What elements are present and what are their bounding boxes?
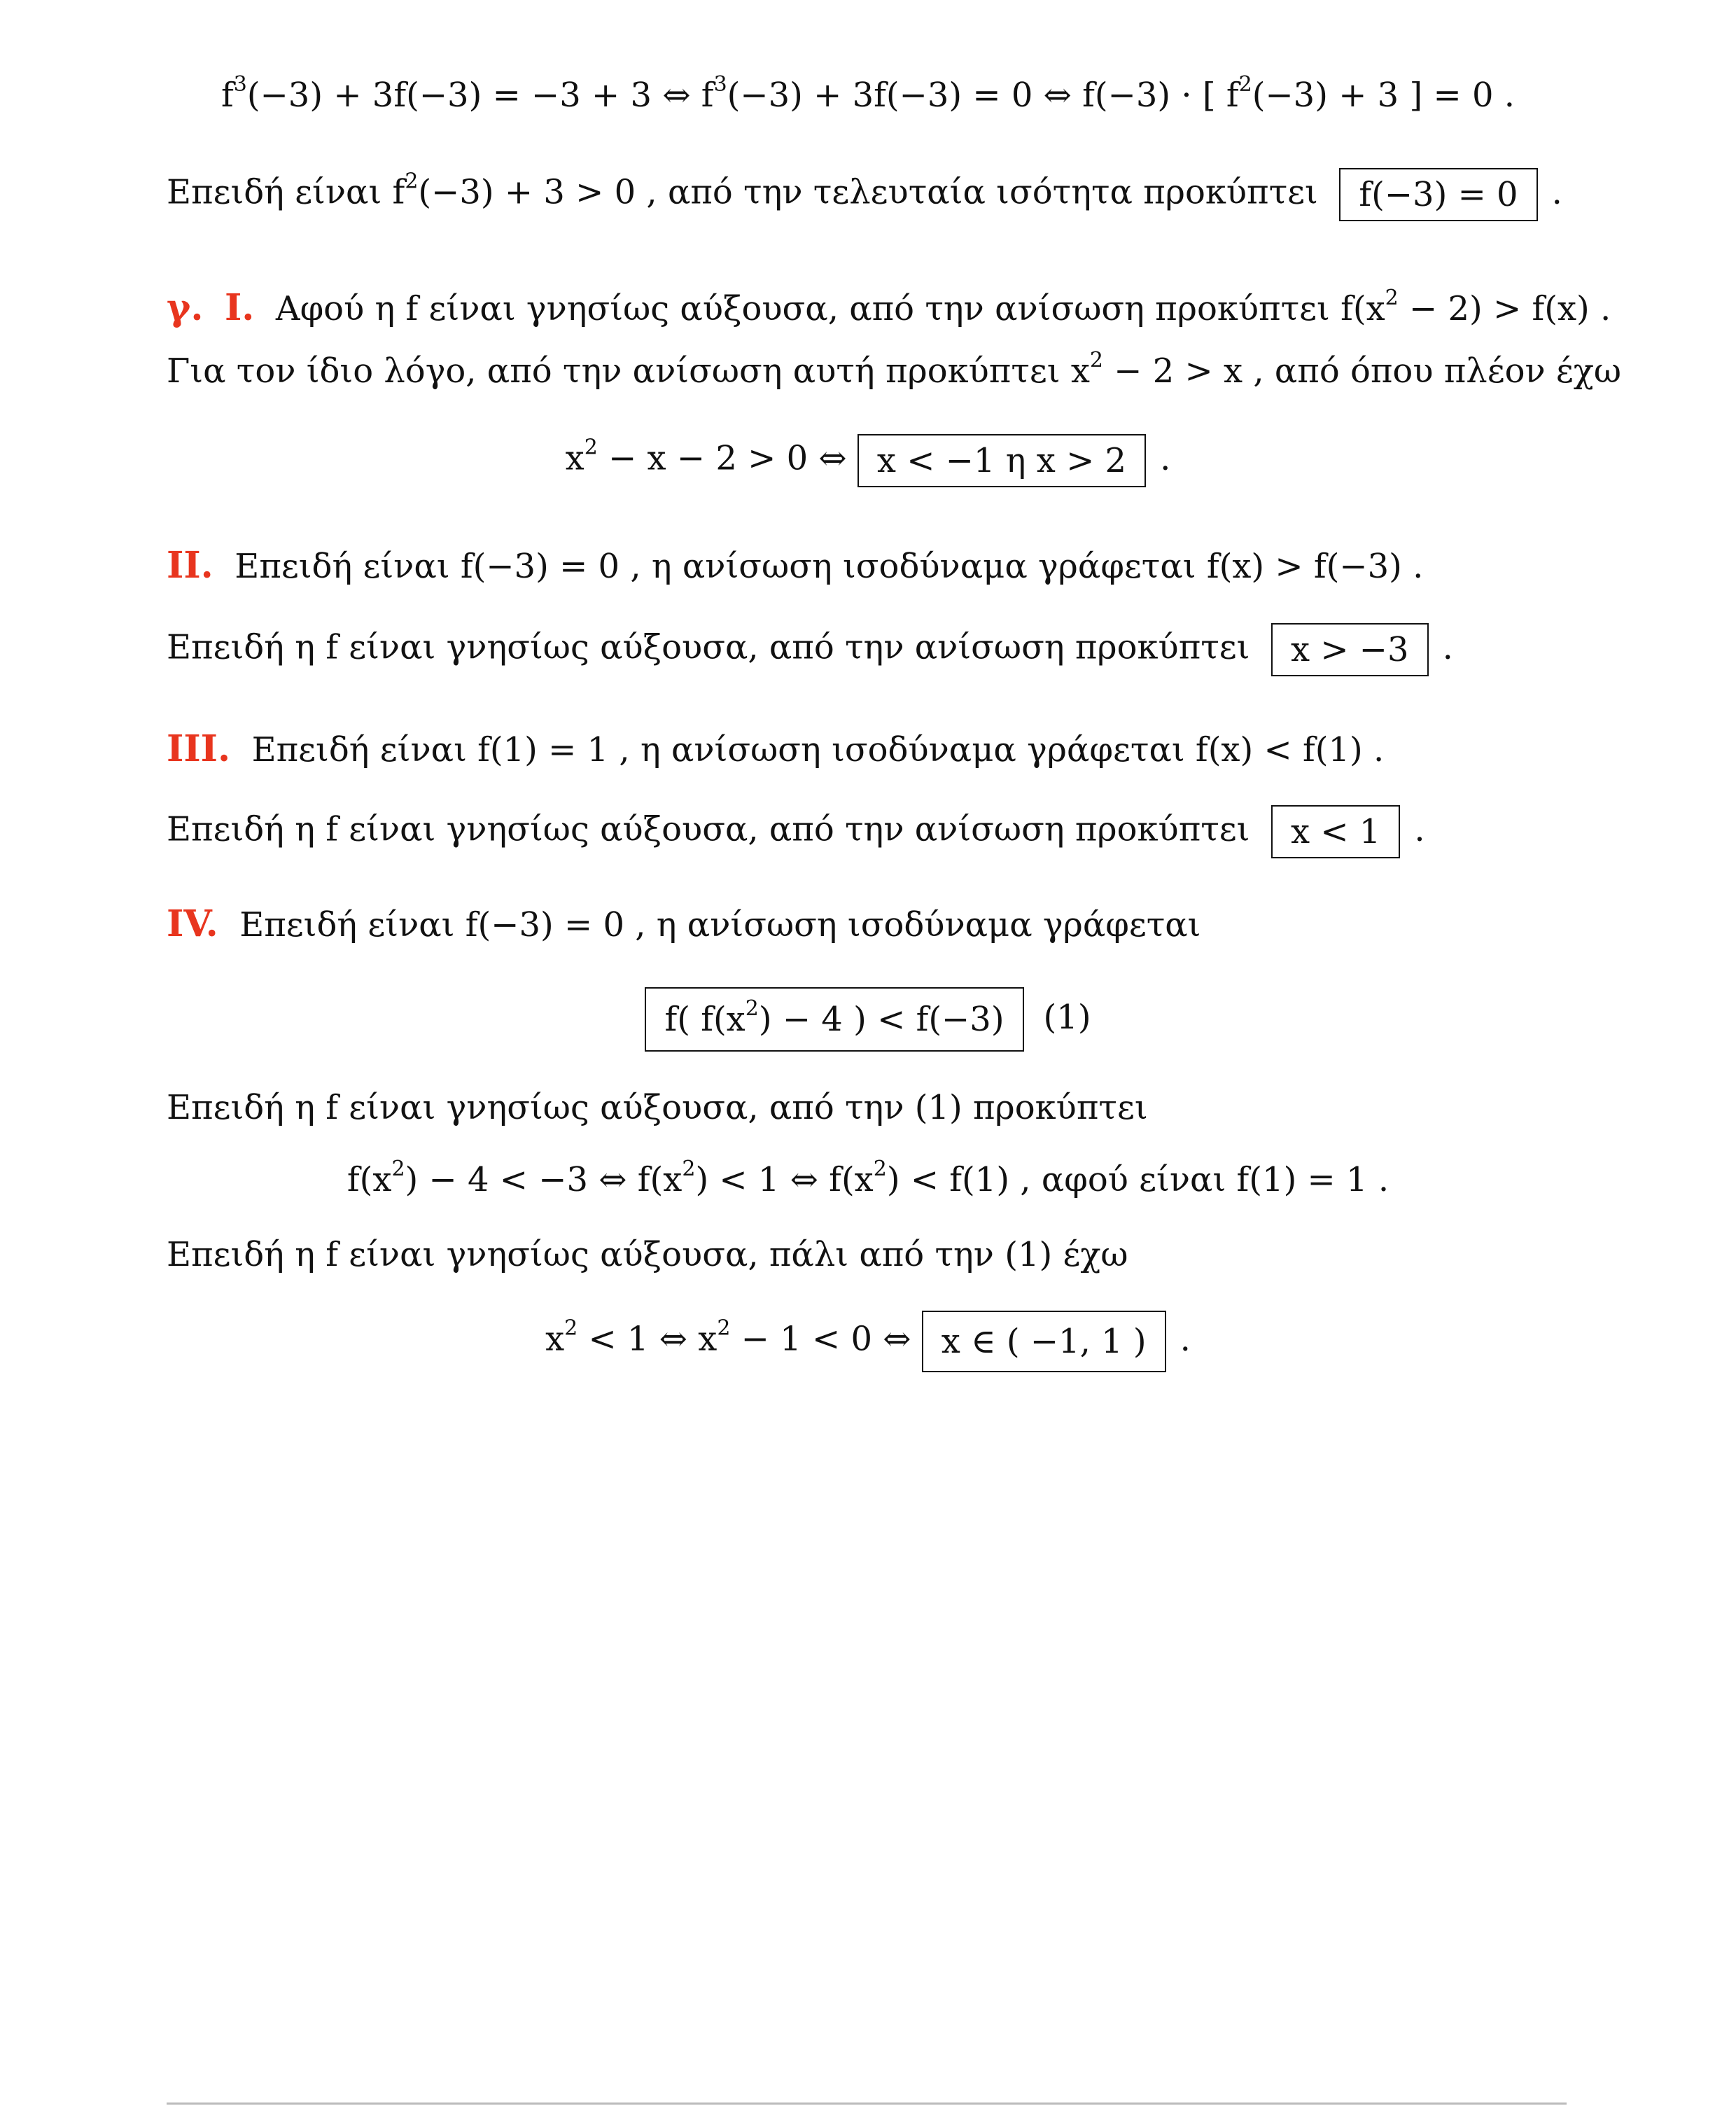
boxed-result-sub1: x < −1 η x > 2: [858, 434, 1146, 487]
sub4-eq2-sup2: 2: [682, 1157, 696, 1181]
sub3-text: Επειδή είναι f(1) = 1 , η ανίσωση ισοδύναμα γράφεται f(x) < f(1) .: [251, 730, 1385, 769]
sub4-equation-3: [0, 1311, 1736, 1372]
conclusion-text-b: (−3) + 3 > 0 , από την τελευταία ισότητα προκύπτει: [418, 172, 1318, 212]
sub2-label: II.: [167, 544, 214, 587]
sub1-text-a: Αφού η f είναι γνησίως αύξουσα, από την ανίσωση προκύπτει f(x: [275, 289, 1385, 328]
part-c-sub4-line-2: [167, 1087, 1148, 1129]
sub4-eq3-b: < 1 ⇔ x: [578, 1319, 718, 1359]
sub4-box-a: f( f(x: [664, 1000, 746, 1039]
period: .: [1414, 809, 1425, 849]
sub4-box-b: ) − 4 ) < f(−3): [758, 1000, 1004, 1039]
eq1-part-b: (−3) + 3f(−3) = −3 + 3 ⇔ f: [246, 76, 714, 115]
eq1-sup-b: 3: [713, 72, 727, 97]
period: .: [1180, 1319, 1191, 1359]
part-c-sub2-line-1: [167, 545, 1423, 587]
boxed-result-f-minus-3: f(−3) = 0: [1339, 168, 1537, 221]
eq1-part-a: f: [220, 76, 234, 115]
sub4-line2: Επειδή η f είναι γνησίως αύξουσα, από την (1) προκύπτει: [167, 1088, 1148, 1127]
period: .: [1442, 627, 1453, 667]
part-c-sub1-line-2: [167, 350, 1621, 392]
sub4-eq2-sup3: 2: [873, 1157, 887, 1181]
sub1-sup: 2: [1385, 286, 1399, 310]
sub4-eq3-sup1: 2: [564, 1316, 578, 1341]
eq1-part-c: (−3) + 3f(−3) = 0 ⇔ f(−3) · [ f: [727, 76, 1239, 115]
sub4-eq3-sup2: 2: [717, 1316, 731, 1341]
part-c-sub4-line-1: [167, 903, 1201, 946]
sub2-text: Επειδή είναι f(−3) = 0 , η ανίσωση ισοδύναμα γράφεται f(x) > f(−3) .: [234, 547, 1424, 586]
sub4-eq2-sup1: 2: [391, 1157, 405, 1181]
conclusion-line: [167, 168, 1562, 221]
part-c-sub4-line-3: [167, 1234, 1128, 1276]
sub1-text-b: − 2) > f(x) .: [1398, 289, 1611, 328]
sub4-text: Επειδή είναι f(−3) = 0 , η ανίσωση ισοδύναμα γράφεται: [239, 905, 1201, 944]
part-c-label: γ.: [167, 286, 204, 329]
sub4-line3: Επειδή η f είναι γνησίως αύξουσα, πάλι από την (1) έχω: [167, 1235, 1128, 1274]
sub1-line2-a: Για τον ίδιο λόγο, από την ανίσωση αυτή προκύπτει x: [167, 351, 1090, 391]
sub1-line2-b: − 2 > x , από όπου πλέον έχω: [1103, 351, 1622, 391]
sub2-line2: Επειδή η f είναι γνησίως αύξουσα, από την ανίσωση προκύπτει: [167, 627, 1250, 667]
sub1-equation: [0, 434, 1736, 487]
boxed-inequality-1: [645, 987, 1023, 1052]
footer-divider: [167, 2102, 1567, 2105]
boxed-result-sub4: x ∈ ( −1, 1 ): [922, 1311, 1166, 1372]
period: .: [1160, 438, 1171, 478]
equation-line-1: [0, 74, 1736, 116]
boxed-result-sub3: x < 1: [1271, 805, 1400, 858]
eq1-sup-c: 2: [1238, 72, 1252, 97]
part-c-sub2-line-2: [167, 623, 1453, 676]
sub4-eq3-a: x: [545, 1319, 565, 1359]
sub1-eq-a: x: [565, 438, 584, 478]
sub3-label: III.: [167, 727, 231, 770]
sub1-eq-sup: 2: [584, 435, 598, 460]
sub1-eq-b: − x − 2 > 0 ⇔: [597, 438, 847, 478]
sub4-eq2-c: ) < 1 ⇔ f(x: [695, 1160, 874, 1199]
boxed-result-sub2: x > −3: [1271, 623, 1429, 676]
sub4-eq2-d: ) < f(1) , αφού είναι f(1) = 1 .: [886, 1160, 1390, 1199]
conclusion-text-a: Επειδή είναι f: [167, 172, 405, 212]
sub4-eq2-b: ) − 4 < −3 ⇔ f(x: [405, 1160, 682, 1199]
equation-number: (1): [1043, 997, 1091, 1037]
eq1-sup-a: 3: [233, 72, 247, 97]
sub1-line2-sup: 2: [1089, 348, 1103, 372]
sub4-equation-2: [0, 1159, 1736, 1201]
sub4-boxed-inequality: [0, 987, 1736, 1052]
eq1-part-d: (−3) + 3 ] = 0 .: [1252, 76, 1515, 115]
sub4-eq2-a: f(x: [346, 1160, 392, 1199]
part-c-sub3-line-2: [167, 805, 1425, 858]
sub4-eq3-c: − 1 < 0 ⇔: [730, 1319, 911, 1359]
part-c-sub1-line-1: [167, 287, 1611, 330]
conclusion-sup: 2: [405, 169, 419, 194]
sub4-box-sup: 2: [745, 996, 759, 1021]
period: .: [1551, 172, 1562, 212]
sub3-line2: Επειδή η f είναι γνησίως αύξουσα, από την ανίσωση προκύπτει: [167, 809, 1250, 849]
part-c-sub3-line-1: [167, 728, 1384, 771]
sub4-label: IV.: [167, 902, 218, 945]
sub1-label: I.: [224, 286, 255, 329]
